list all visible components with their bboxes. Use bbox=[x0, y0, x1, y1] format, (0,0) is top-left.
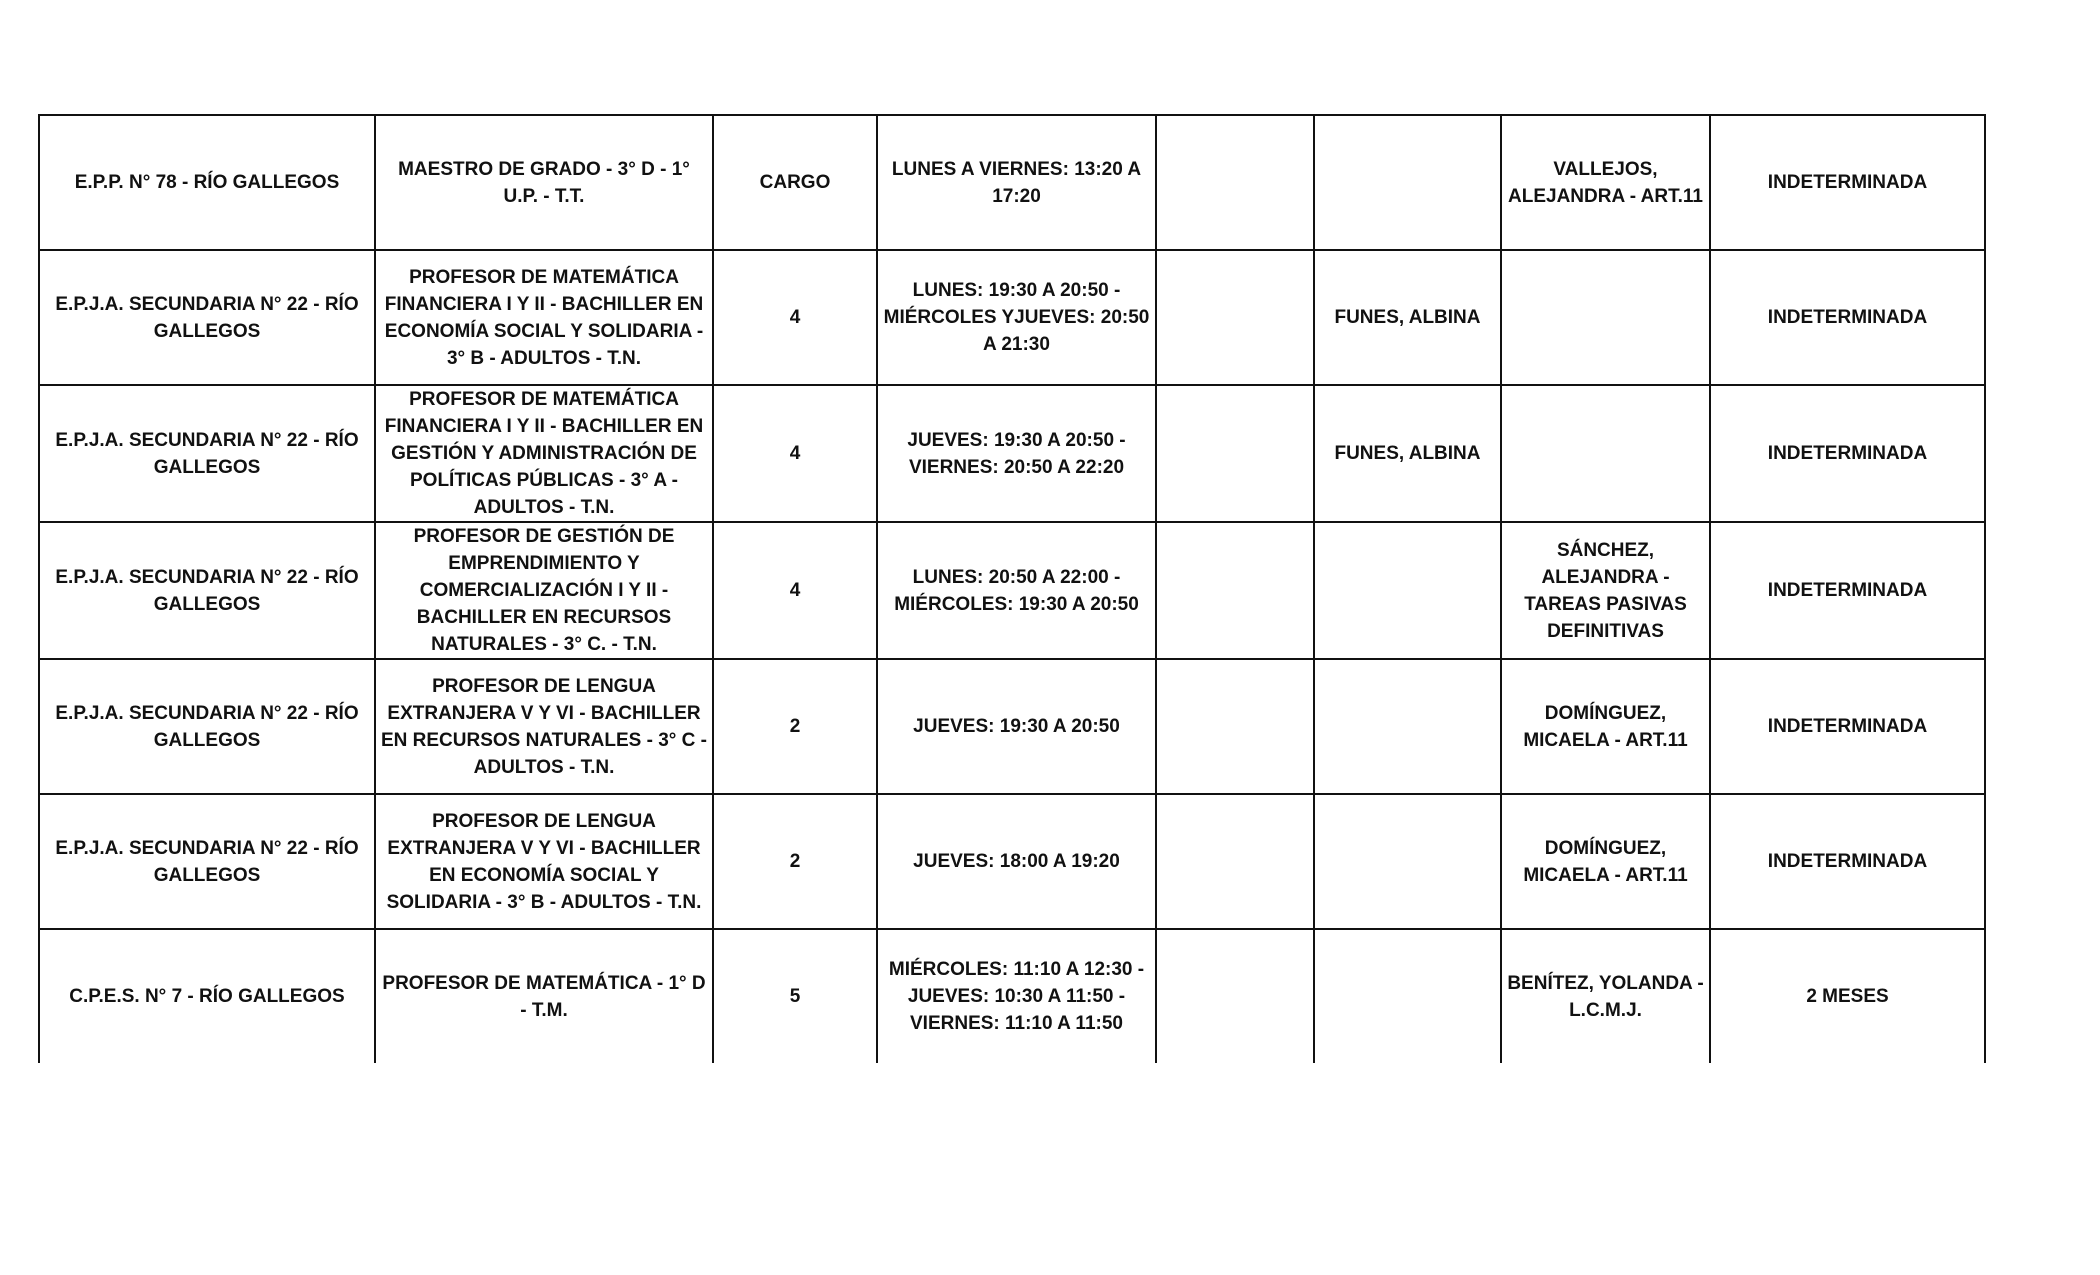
spreadsheet-page bbox=[38, 114, 1984, 1063]
duration-cell: INDETERMINADA bbox=[1710, 250, 1985, 385]
empty-cell bbox=[1156, 522, 1314, 659]
table-row bbox=[39, 929, 1985, 1063]
hours-cell: 4 bbox=[713, 250, 877, 385]
holder-cell: VALLEJOS, ALEJANDRA - ART.11 bbox=[1501, 115, 1710, 250]
schedule-cell: LUNES: 20:50 A 22:00 - MIÉRCOLES: 19:30 A 20:50 bbox=[877, 522, 1156, 659]
school-cell: E.P.J.A. SECUNDARIA N° 22 - RÍO GALLEGOS bbox=[39, 659, 375, 794]
empty-cell bbox=[1156, 929, 1314, 1063]
school-cell: E.P.J.A. SECUNDARIA N° 22 - RÍO GALLEGOS bbox=[39, 794, 375, 929]
school-cell: E.P.J.A. SECUNDARIA N° 22 - RÍO GALLEGOS bbox=[39, 522, 375, 659]
teacher-cell bbox=[1314, 115, 1501, 250]
position-cell: PROFESOR DE MATEMÁTICA FINANCIERA I Y II - BACHILLER EN GESTIÓN Y ADMINISTRACIÓN DE POLÍTICAS PÚBLICAS - 3° A - ADULTOS - T.N. bbox=[375, 385, 713, 522]
schedule-cell: LUNES A VIERNES: 13:20 A 17:20 bbox=[877, 115, 1156, 250]
empty-cell bbox=[1156, 115, 1314, 250]
position-cell: PROFESOR DE LENGUA EXTRANJERA V Y VI - BACHILLER EN ECONOMÍA SOCIAL Y SOLIDARIA - 3° B - ADULTOS - T.N. bbox=[375, 794, 713, 929]
duration-cell: INDETERMINADA bbox=[1710, 659, 1985, 794]
table-row bbox=[39, 522, 1985, 659]
position-cell: PROFESOR DE LENGUA EXTRANJERA V Y VI - BACHILLER EN RECURSOS NATURALES - 3° C - ADULTOS - T.N. bbox=[375, 659, 713, 794]
teacher-cell bbox=[1314, 522, 1501, 659]
table-row bbox=[39, 385, 1985, 522]
teacher-cell bbox=[1314, 659, 1501, 794]
holder-cell: DOMÍNGUEZ, MICAELA - ART.11 bbox=[1501, 659, 1710, 794]
teacher-cell: FUNES, ALBINA bbox=[1314, 385, 1501, 522]
hours-cell: CARGO bbox=[713, 115, 877, 250]
duration-cell: INDETERMINADA bbox=[1710, 385, 1985, 522]
hours-cell: 4 bbox=[713, 385, 877, 522]
holder-cell: DOMÍNGUEZ, MICAELA - ART.11 bbox=[1501, 794, 1710, 929]
hours-cell: 4 bbox=[713, 522, 877, 659]
teacher-cell: FUNES, ALBINA bbox=[1314, 250, 1501, 385]
holder-cell bbox=[1501, 250, 1710, 385]
hours-cell: 2 bbox=[713, 659, 877, 794]
holder-cell bbox=[1501, 385, 1710, 522]
position-cell: PROFESOR DE GESTIÓN DE EMPRENDIMIENTO Y COMERCIALIZACIÓN I Y II - BACHILLER EN RECURSOS NATURALES - 3° C. - T.N. bbox=[375, 522, 713, 659]
holder-cell: SÁNCHEZ, ALEJANDRA - TAREAS PASIVAS DEFINITIVAS bbox=[1501, 522, 1710, 659]
duration-cell: INDETERMINADA bbox=[1710, 794, 1985, 929]
school-cell: E.P.J.A. SECUNDARIA N° 22 - RÍO GALLEGOS bbox=[39, 385, 375, 522]
duration-cell: INDETERMINADA bbox=[1710, 115, 1985, 250]
school-cell: C.P.E.S. N° 7 - RÍO GALLEGOS bbox=[39, 929, 375, 1063]
table-row bbox=[39, 794, 1985, 929]
empty-cell bbox=[1156, 385, 1314, 522]
holder-cell: BENÍTEZ, YOLANDA - L.C.M.J. bbox=[1501, 929, 1710, 1063]
schedule-cell: LUNES: 19:30 A 20:50 - MIÉRCOLES YJUEVES: 20:50 A 21:30 bbox=[877, 250, 1156, 385]
hours-cell: 2 bbox=[713, 794, 877, 929]
teacher-cell bbox=[1314, 929, 1501, 1063]
schedule-cell: JUEVES: 18:00 A 19:20 bbox=[877, 794, 1156, 929]
teacher-cell bbox=[1314, 794, 1501, 929]
table-row bbox=[39, 250, 1985, 385]
school-cell: E.P.J.A. SECUNDARIA N° 22 - RÍO GALLEGOS bbox=[39, 250, 375, 385]
table-row bbox=[39, 115, 1985, 250]
empty-cell bbox=[1156, 659, 1314, 794]
empty-cell bbox=[1156, 250, 1314, 385]
duration-cell: INDETERMINADA bbox=[1710, 522, 1985, 659]
position-cell: PROFESOR DE MATEMÁTICA FINANCIERA I Y II - BACHILLER EN ECONOMÍA SOCIAL Y SOLIDARIA - 3° B - ADULTOS - T.N. bbox=[375, 250, 713, 385]
table-row bbox=[39, 659, 1985, 794]
vacancies-table bbox=[38, 114, 1986, 1063]
duration-cell: 2 MESES bbox=[1710, 929, 1985, 1063]
position-cell: PROFESOR DE MATEMÁTICA - 1° D - T.M. bbox=[375, 929, 713, 1063]
hours-cell: 5 bbox=[713, 929, 877, 1063]
schedule-cell: MIÉRCOLES: 11:10 A 12:30 - JUEVES: 10:30 A 11:50 - VIERNES: 11:10 A 11:50 bbox=[877, 929, 1156, 1063]
position-cell: MAESTRO DE GRADO - 3° D - 1° U.P. - T.T. bbox=[375, 115, 713, 250]
school-cell: E.P.P. N° 78 - RÍO GALLEGOS bbox=[39, 115, 375, 250]
empty-cell bbox=[1156, 794, 1314, 929]
schedule-cell: JUEVES: 19:30 A 20:50 - VIERNES: 20:50 A 22:20 bbox=[877, 385, 1156, 522]
schedule-cell: JUEVES: 19:30 A 20:50 bbox=[877, 659, 1156, 794]
